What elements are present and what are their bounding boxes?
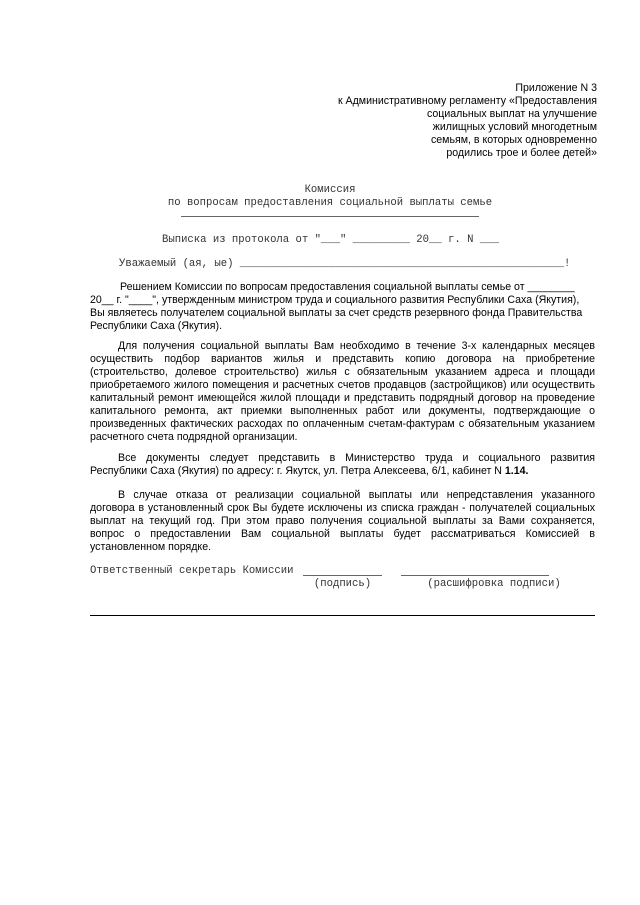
annex-line: семьям, в которых одновременно (430, 134, 597, 146)
paragraph-line: Вы являетесь получателем социальной выплаты за счет средств резервного фонда Правительства (90, 307, 583, 319)
paragraph-line: установленном порядке. (90, 541, 212, 553)
protocol-extract-heading: Выписка из протокола от "___" _________ 20__ г. N ___ (162, 234, 499, 246)
paragraph-line: Все документы следует представить в Министерство труда и социального развития (118, 452, 595, 464)
greeting-line: Уважаемый (ая, ые) ___________________________________________________! (119, 258, 571, 270)
paragraph-line: капитальный ремонт имеющейся жилой площади и представить подрядный договор на проведение (90, 392, 595, 404)
commission-subtitle: по вопросам предоставления социальной выплаты семье (167, 197, 493, 209)
paragraph-line: 20__ г. "____", утвержденным министром труда и социального развития Республики Саха (Якутия), (90, 294, 580, 306)
signature-blank-line (303, 575, 382, 576)
paragraph-line: вопрос о предоставлении Вам социальной выплаты будет рассматриваться Комиссией в (90, 528, 595, 540)
signature-decode-caption: (расшифровка подписи) (427, 578, 561, 590)
annex-line: родились трое и более детей» (446, 147, 597, 159)
paragraph-line: Республики Саха (Якутия). (90, 320, 223, 332)
paragraph-line: капитального ремонта, акт приемки выполненных работ или документы, подтверждающие о (90, 405, 595, 417)
signature-decode-blank-line (401, 575, 549, 576)
paragraph-line: договора в установленный срок Вы будете исключены из списка граждан - получателей социальных (90, 502, 595, 514)
paragraph-refusal (90, 489, 595, 554)
paragraph-line: В случае отказа от реализации социальной выплаты или непредставления указанного (118, 489, 595, 501)
signature-caption: (подпись) (313, 578, 372, 590)
annex-reference (297, 82, 597, 160)
bottom-divider (90, 615, 595, 616)
annex-line: жилищных условий многодетным (432, 121, 597, 133)
paragraph-instructions (90, 340, 595, 444)
annex-line: социальных выплат на улучшение (426, 108, 597, 120)
annex-line: Приложение N 3 (515, 82, 597, 94)
signature-label: Ответственный секретарь Комиссии (90, 565, 294, 577)
paragraph-line: произведенных фактических расходах по оплаченным счетам-фактурам с обязательным указанием (90, 418, 595, 430)
paragraph-line (90, 465, 595, 478)
address-text: Республики Саха (Якутия) по адресу: г. Якутск, ул. Петра Алексеева, 6/1, кабинет N (90, 465, 505, 477)
commission-name-blank-line (181, 216, 479, 217)
cabinet-number: 1.14. (504, 465, 529, 477)
paragraph-line: Для получения социальной выплаты Вам необходимо в течение 3-х календарных месяцев (118, 340, 595, 352)
annex-line: к Административному регламенту «Предоставления (337, 95, 597, 107)
paragraph-decision (90, 281, 595, 333)
paragraph-documents-address (90, 452, 595, 478)
paragraph-line: (строительство, долевое строительство) жилья с обязательным указанием адреса и площади (90, 366, 595, 378)
paragraph-line: Решением Комиссии по вопросам предоставления социальной выплаты семье от ________ (120, 281, 575, 293)
paragraph-line: приобретаемого жилого помещения и расчетных счетов продавцов (застройщиков) или осуществить (90, 379, 595, 391)
paragraph-line: осуществить подбор вариантов жилья и представить копию договора на приобретение (90, 353, 595, 365)
commission-title: Комиссия (304, 184, 356, 196)
paragraph-line: выплат на текущий год. При этом право получения социальной выплаты за Вами сохраняется, (90, 515, 595, 527)
paragraph-line: расчетного счета подрядной организации. (90, 431, 298, 443)
